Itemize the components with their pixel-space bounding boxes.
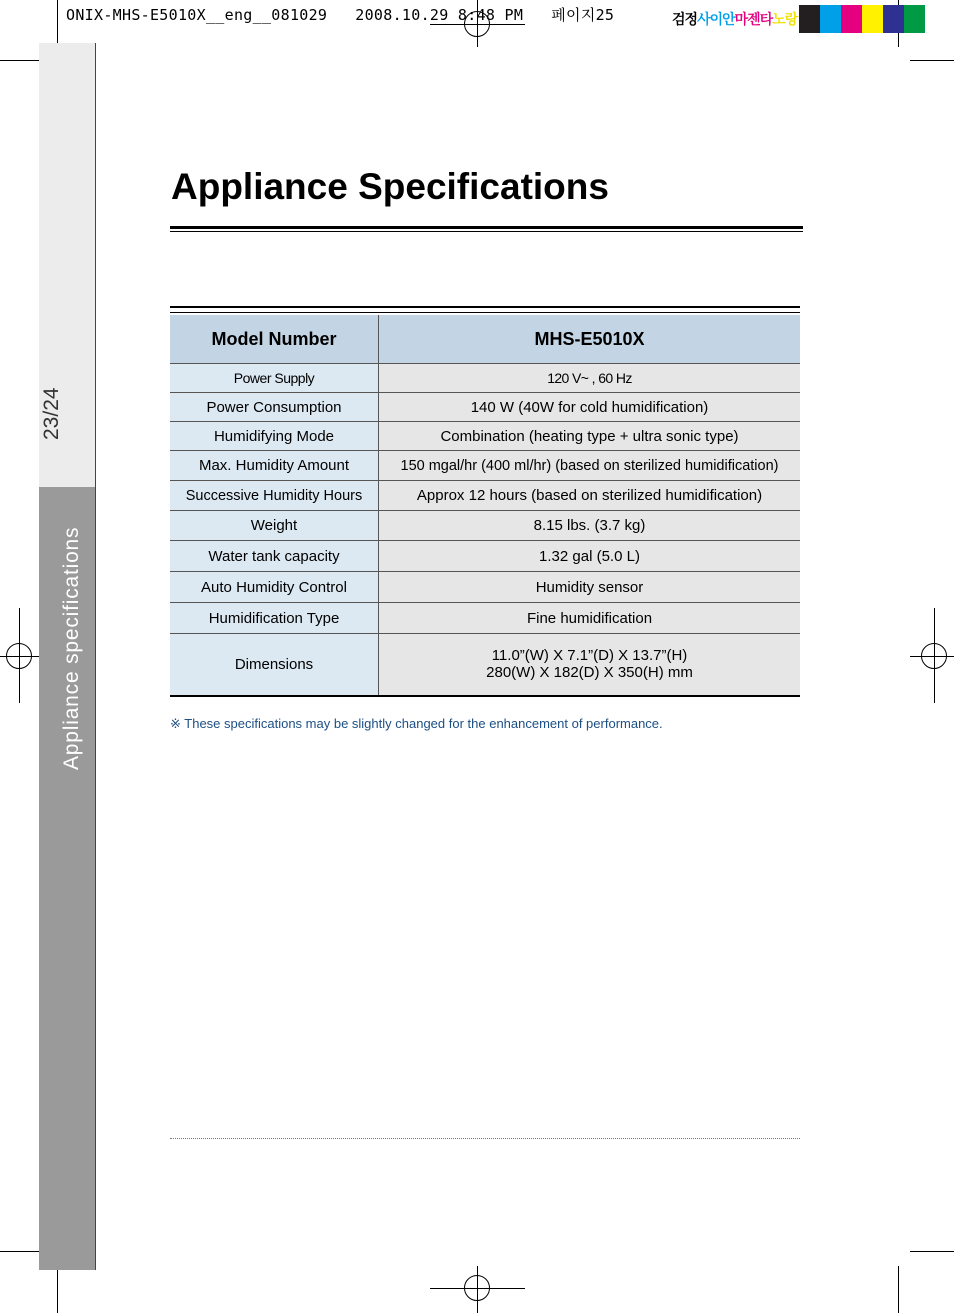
row-key: Weight	[170, 511, 379, 541]
color-label-magenta: 마젠타	[734, 12, 773, 28]
row-value: Humidity sensor	[379, 572, 801, 603]
row-value: 120 V~ , 60 Hz	[379, 364, 801, 393]
table-row	[170, 422, 800, 451]
header-key: Model Number	[170, 315, 379, 364]
table-top-rule	[170, 312, 800, 313]
print-slug-file: ONIX-MHS-E5010X__eng__081029	[66, 6, 328, 24]
table-row	[170, 541, 800, 572]
crop-mark	[0, 60, 44, 61]
table-header-row	[170, 315, 800, 364]
crop-mark	[898, 1266, 899, 1313]
row-key: Successive Humidity Hours	[170, 481, 379, 511]
row-key: Humidification Type	[170, 603, 379, 634]
footer-dotted-rule	[170, 1138, 800, 1139]
color-label-yellow: 노랑	[772, 12, 798, 28]
table-top-rule	[170, 306, 800, 308]
row-key: Max. Humidity Amount	[170, 451, 379, 481]
page-title: Appliance Specifications	[171, 166, 609, 207]
crop-mark	[910, 60, 954, 61]
table-row	[170, 393, 800, 422]
swatch-yellow	[862, 5, 883, 33]
swatch-cyan	[820, 5, 841, 33]
page-number: 23/24	[40, 387, 63, 440]
table-row	[170, 572, 800, 603]
registration-circle	[464, 1275, 490, 1301]
row-value: 150 mgal/hr (400 ml/hr) (based on sterilized humidification)	[379, 451, 801, 481]
title-rule	[170, 226, 803, 229]
row-key: Water tank capacity	[170, 541, 379, 572]
table-row	[170, 511, 800, 541]
crop-mark	[910, 1251, 954, 1252]
row-key: Humidifying Mode	[170, 422, 379, 451]
print-slug-datetime: 2008.10.29 8:48 PM	[355, 6, 524, 24]
swatch-black	[799, 5, 820, 33]
title-rule	[170, 231, 803, 232]
registration-circle	[6, 643, 32, 669]
row-value: Combination (heating type + ultra sonic type)	[379, 422, 801, 451]
row-value	[379, 634, 801, 696]
row-value: 1.32 gal (5.0 L)	[379, 541, 801, 572]
registration-circle	[921, 643, 947, 669]
row-value: 140 W (40W for cold humidification)	[379, 393, 801, 422]
swatch-green	[904, 5, 925, 33]
dimensions-inches: 11.0”(W) X 7.1”(D) X 13.7”(H)	[491, 647, 688, 665]
row-value: Approx 12 hours (based on sterilized humidification)	[379, 481, 801, 511]
crop-mark	[57, 1266, 58, 1313]
color-label-black: 검정	[672, 12, 698, 28]
swatch-magenta	[841, 5, 862, 33]
table-row	[170, 603, 800, 634]
row-value: Fine humidification	[379, 603, 801, 634]
table-row	[170, 481, 800, 511]
section-label: Appliance specifications	[60, 526, 83, 770]
row-key: Power Supply	[170, 364, 379, 393]
color-bar-label	[672, 5, 799, 33]
print-slug	[66, 4, 614, 25]
header-value: MHS-E5010X	[379, 315, 801, 364]
crop-mark	[0, 1251, 44, 1252]
swatch-blue	[883, 5, 904, 33]
print-slug-page: 페이지25	[551, 6, 615, 24]
footnote: ※ These specifications may be slightly changed for the enhancement of performance.	[170, 716, 663, 731]
spec-table	[170, 315, 800, 697]
row-key: Dimensions	[170, 634, 379, 696]
color-label-cyan: 사이안	[697, 12, 735, 28]
crop-mark	[57, 0, 58, 47]
row-value: 8.15 lbs. (3.7 kg)	[379, 511, 801, 541]
color-calibration-bar	[672, 5, 925, 33]
table-row	[170, 451, 800, 481]
row-key: Auto Humidity Control	[170, 572, 379, 603]
row-key: Power Consumption	[170, 393, 379, 422]
table-row	[170, 634, 800, 696]
dimensions-mm: 280(W) X 182(D) X 350(H) mm	[486, 664, 693, 682]
table-row	[170, 364, 800, 393]
